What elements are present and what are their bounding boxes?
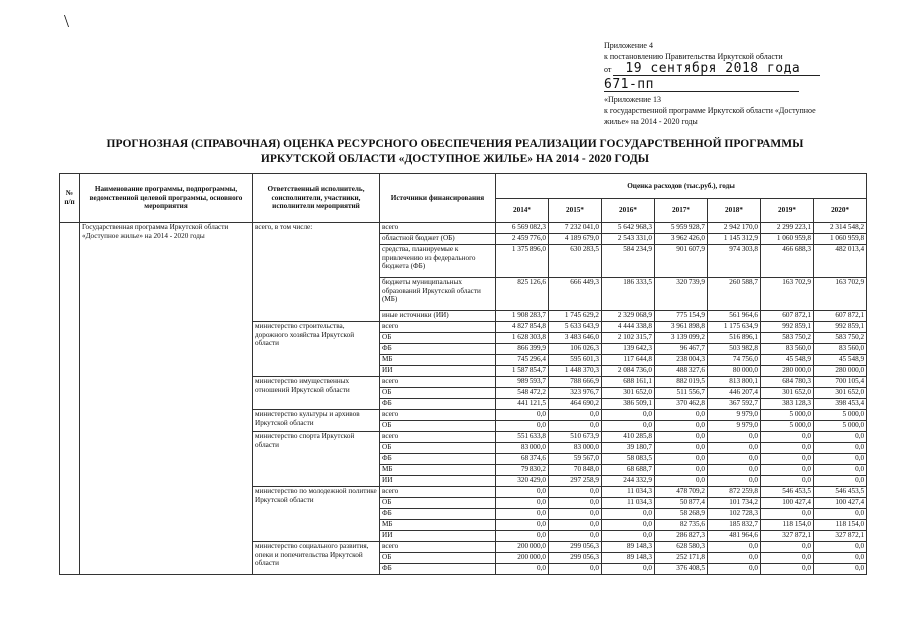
value-cell: 0,0 <box>761 553 814 564</box>
header-year: 2020* <box>814 199 867 223</box>
source-cell: всего <box>380 432 496 443</box>
executor-cell: министерство спорта Иркутской области <box>253 432 380 487</box>
value-cell: 0,0 <box>655 443 708 454</box>
value-cell: 446 207,4 <box>708 388 761 399</box>
value-cell: 1 908 283,7 <box>496 311 549 322</box>
value-cell: 546 453,5 <box>814 487 867 498</box>
value-cell: 0,0 <box>761 465 814 476</box>
source-cell: областной бюджет (ОБ) <box>380 234 496 245</box>
value-cell: 2 942 170,0 <box>708 223 761 234</box>
value-cell: 0,0 <box>496 531 549 542</box>
value-cell: 481 964,6 <box>708 531 761 542</box>
value-cell: 3 483 646,0 <box>549 333 602 344</box>
value-cell: 788 666,9 <box>549 377 602 388</box>
value-cell: 74 756,0 <box>708 355 761 366</box>
value-cell: 2 102 315,7 <box>602 333 655 344</box>
value-cell: 0,0 <box>549 421 602 432</box>
value-cell: 1 175 634,9 <box>708 322 761 333</box>
value-cell: 280 000,0 <box>814 366 867 377</box>
program-name-cell: Государственная программа Иркутской области «Доступное жилье» на 2014 - 2020 годы <box>80 223 253 575</box>
value-cell: 5 642 968,3 <box>602 223 655 234</box>
value-cell: 89 148,3 <box>602 542 655 553</box>
approval-number-line <box>604 78 894 94</box>
approval-number-value: 671-пп <box>604 78 799 92</box>
value-cell: 0,0 <box>814 542 867 553</box>
value-cell: 0,0 <box>602 509 655 520</box>
value-cell: 6 569 082,3 <box>496 223 549 234</box>
value-cell: 11 034,3 <box>602 487 655 498</box>
value-cell: 548 472,2 <box>496 388 549 399</box>
value-cell: 0,0 <box>761 509 814 520</box>
value-cell: 0,0 <box>549 487 602 498</box>
value-cell: 367 592,7 <box>708 399 761 410</box>
value-cell: 872 259,8 <box>708 487 761 498</box>
value-cell: 510 673,9 <box>549 432 602 443</box>
value-cell: 2 084 736,0 <box>602 366 655 377</box>
value-cell: 0,0 <box>496 520 549 531</box>
value-cell: 163 702,9 <box>814 278 867 311</box>
value-cell: 0,0 <box>814 432 867 443</box>
approval-line-7: жилье» на 2014 - 2020 годы <box>604 117 698 126</box>
value-cell: 0,0 <box>761 564 814 575</box>
value-cell: 595 601,3 <box>549 355 602 366</box>
value-cell: 139 642,3 <box>602 344 655 355</box>
value-cell: 0,0 <box>814 454 867 465</box>
page-title <box>60 137 850 167</box>
header-year: 2017* <box>655 199 708 223</box>
value-cell: 83 560,0 <box>761 344 814 355</box>
value-cell: 0,0 <box>602 421 655 432</box>
value-cell: 5 000,0 <box>814 421 867 432</box>
approval-line-1: Приложение 4 <box>604 41 653 50</box>
value-cell: 4 189 679,0 <box>549 234 602 245</box>
table-row <box>60 223 867 234</box>
value-cell: 58 083,5 <box>602 454 655 465</box>
value-cell: 327 872,1 <box>761 531 814 542</box>
value-cell: 299 056,3 <box>549 553 602 564</box>
source-cell: всего <box>380 377 496 388</box>
value-cell: 200 000,0 <box>496 542 549 553</box>
value-cell: 68 688,7 <box>602 465 655 476</box>
approval-line-5: «Приложение 13 <box>604 95 661 104</box>
value-cell: 0,0 <box>761 443 814 454</box>
value-cell: 0,0 <box>602 520 655 531</box>
source-cell: ОБ <box>380 333 496 344</box>
value-cell: 0,0 <box>814 465 867 476</box>
source-cell: ИИ <box>380 531 496 542</box>
value-cell: 252 171,8 <box>655 553 708 564</box>
value-cell: 0,0 <box>496 410 549 421</box>
value-cell: 745 296,4 <box>496 355 549 366</box>
value-cell: 260 588,7 <box>708 278 761 311</box>
value-cell: 0,0 <box>549 509 602 520</box>
value-cell: 583 750,2 <box>814 333 867 344</box>
value-cell: 628 580,3 <box>655 542 708 553</box>
value-cell: 398 453,4 <box>814 399 867 410</box>
value-cell: 0,0 <box>708 476 761 487</box>
value-cell: 68 374,6 <box>496 454 549 465</box>
value-cell: 301 652,0 <box>814 388 867 399</box>
value-cell: 1 745 629,2 <box>549 311 602 322</box>
source-cell: ФБ <box>380 454 496 465</box>
value-cell: 323 976,7 <box>549 388 602 399</box>
value-cell: 100 427,4 <box>814 498 867 509</box>
value-cell: 561 964,6 <box>708 311 761 322</box>
page-title-line-2: ИРКУТСКОЙ ОБЛАСТИ «ДОСТУПНОЕ ЖИЛЬЕ» НА 2014 - 2020 ГОДЫ <box>260 153 650 165</box>
resource-table <box>59 173 867 575</box>
value-cell: 286 827,3 <box>655 531 708 542</box>
value-cell: 546 453,5 <box>761 487 814 498</box>
value-cell: 0,0 <box>708 454 761 465</box>
executor-cell: министерство по молодежной политике Иркутской области <box>253 487 380 542</box>
value-cell: 0,0 <box>708 443 761 454</box>
value-cell: 866 399,9 <box>496 344 549 355</box>
value-cell: 9 979,0 <box>708 410 761 421</box>
value-cell: 607 872,1 <box>761 311 814 322</box>
value-cell: 0,0 <box>655 454 708 465</box>
value-cell: 7 232 041,0 <box>549 223 602 234</box>
value-cell: 163 702,9 <box>761 278 814 311</box>
value-cell: 0,0 <box>655 465 708 476</box>
value-cell: 0,0 <box>602 531 655 542</box>
value-cell: 901 607,9 <box>655 245 708 278</box>
value-cell: 0,0 <box>761 454 814 465</box>
value-cell: 0,0 <box>814 476 867 487</box>
value-cell: 80 000,0 <box>708 366 761 377</box>
value-cell: 320 429,0 <box>496 476 549 487</box>
value-cell: 441 121,5 <box>496 399 549 410</box>
value-cell: 503 982,8 <box>708 344 761 355</box>
approval-line-6: к государственной программе Иркутской области «Доступное <box>604 106 816 115</box>
value-cell: 630 283,5 <box>549 245 602 278</box>
value-cell: 775 154,9 <box>655 311 708 322</box>
value-cell: 200 000,0 <box>496 553 549 564</box>
value-cell: 3 961 898,8 <box>655 322 708 333</box>
value-cell: 100 427,4 <box>761 498 814 509</box>
header-year: 2018* <box>708 199 761 223</box>
source-cell: бюджеты муниципальных образований Иркутской области (МБ) <box>380 278 496 311</box>
value-cell: 4 444 338,8 <box>602 322 655 333</box>
value-cell: 118 154,0 <box>814 520 867 531</box>
value-cell: 96 467,7 <box>655 344 708 355</box>
value-cell: 0,0 <box>655 421 708 432</box>
value-cell: 320 739,9 <box>655 278 708 311</box>
value-cell: 3 962 426,0 <box>655 234 708 245</box>
executor-cell: всего, в том числе: <box>253 223 380 322</box>
value-cell: 299 056,3 <box>549 542 602 553</box>
value-cell: 5 633 643,9 <box>549 322 602 333</box>
value-cell: 989 593,7 <box>496 377 549 388</box>
value-cell: 83 000,0 <box>496 443 549 454</box>
value-cell: 992 859,1 <box>761 322 814 333</box>
value-cell: 45 548,9 <box>814 355 867 366</box>
source-cell: всего <box>380 322 496 333</box>
value-cell: 383 128,3 <box>761 399 814 410</box>
value-cell: 1 587 854,7 <box>496 366 549 377</box>
value-cell: 70 848,0 <box>549 465 602 476</box>
value-cell: 0,0 <box>496 487 549 498</box>
value-cell: 0,0 <box>549 498 602 509</box>
value-cell: 238 004,3 <box>655 355 708 366</box>
source-cell: всего <box>380 542 496 553</box>
source-cell: ОБ <box>380 388 496 399</box>
value-cell: 244 332,9 <box>602 476 655 487</box>
value-cell: 511 556,7 <box>655 388 708 399</box>
source-cell: ФБ <box>380 564 496 575</box>
value-cell: 101 734,2 <box>708 498 761 509</box>
value-cell: 118 154,0 <box>761 520 814 531</box>
value-cell: 2 329 068,9 <box>602 311 655 322</box>
header-year: 2015* <box>549 199 602 223</box>
value-cell: 0,0 <box>761 542 814 553</box>
source-cell: ОБ <box>380 443 496 454</box>
value-cell: 410 285,8 <box>602 432 655 443</box>
header-name: Наименование программы, подпрограммы, ведомственной целевой программы, основного мероприятия <box>80 174 253 223</box>
value-cell: 0,0 <box>814 509 867 520</box>
executor-cell: министерство социального развития, опеки и попечительства Иркутской области <box>253 542 380 575</box>
header-year: 2019* <box>761 199 814 223</box>
value-cell: 58 268,9 <box>655 509 708 520</box>
value-cell: 0,0 <box>496 421 549 432</box>
value-cell: 0,0 <box>549 410 602 421</box>
value-cell: 478 709,2 <box>655 487 708 498</box>
value-cell: 0,0 <box>761 432 814 443</box>
value-cell: 0,0 <box>761 476 814 487</box>
source-cell: МБ <box>380 465 496 476</box>
value-cell: 684 780,3 <box>761 377 814 388</box>
value-cell: 488 327,6 <box>655 366 708 377</box>
header-estimate: Оценка расходов (тыс.руб.), годы <box>496 174 867 199</box>
value-cell: 4 827 854,8 <box>496 322 549 333</box>
approval-date-line <box>604 62 894 78</box>
value-cell: 466 688,3 <box>761 245 814 278</box>
value-cell: 102 728,3 <box>708 509 761 520</box>
value-cell: 2 314 548,2 <box>814 223 867 234</box>
value-cell: 117 644,8 <box>602 355 655 366</box>
value-cell: 0,0 <box>708 564 761 575</box>
value-cell: 0,0 <box>602 410 655 421</box>
value-cell: 584 234,9 <box>602 245 655 278</box>
value-cell: 79 830,2 <box>496 465 549 476</box>
value-cell: 0,0 <box>708 542 761 553</box>
value-cell: 185 832,7 <box>708 520 761 531</box>
source-cell: ОБ <box>380 498 496 509</box>
executor-cell: министерство имущественных отношений Иркутской области <box>253 377 380 410</box>
value-cell: 2 459 776,0 <box>496 234 549 245</box>
value-cell: 992 859,1 <box>814 322 867 333</box>
value-cell: 2 299 223,1 <box>761 223 814 234</box>
approval-block <box>604 40 894 127</box>
value-cell: 0,0 <box>496 564 549 575</box>
source-cell: ИИ <box>380 476 496 487</box>
value-cell: 1 448 370,3 <box>549 366 602 377</box>
value-cell: 1 375 896,0 <box>496 245 549 278</box>
value-cell: 376 408,5 <box>655 564 708 575</box>
source-cell: МБ <box>380 355 496 366</box>
value-cell: 0,0 <box>814 553 867 564</box>
header-num: № п/п <box>60 174 80 223</box>
value-cell: 9 979,0 <box>708 421 761 432</box>
source-cell: всего <box>380 223 496 234</box>
value-cell: 583 750,2 <box>761 333 814 344</box>
value-cell: 0,0 <box>814 564 867 575</box>
value-cell: 0,0 <box>655 476 708 487</box>
value-cell: 1 060 959,8 <box>761 234 814 245</box>
value-cell: 186 333,5 <box>602 278 655 311</box>
value-cell: 1 145 312,9 <box>708 234 761 245</box>
header-executor: Ответственный исполнитель, соисполнители, участники, исполнители мероприятий <box>253 174 380 223</box>
source-cell: ФБ <box>380 509 496 520</box>
value-cell: 0,0 <box>814 443 867 454</box>
value-cell: 1 060 959,8 <box>814 234 867 245</box>
value-cell: 0,0 <box>708 465 761 476</box>
value-cell: 327 872,1 <box>814 531 867 542</box>
value-cell: 688 161,1 <box>602 377 655 388</box>
value-cell: 0,0 <box>549 564 602 575</box>
executor-cell: министерство строительства, дорожного хозяйства Иркутской области <box>253 322 380 377</box>
approval-line-2: к постановлению Правительства Иркутской области <box>604 52 783 61</box>
value-cell: 83 000,0 <box>549 443 602 454</box>
row-number-cell <box>60 223 80 575</box>
executor-cell: министерство культуры и архивов Иркутской области <box>253 410 380 432</box>
value-cell: 2 543 331,0 <box>602 234 655 245</box>
value-cell: 0,0 <box>708 432 761 443</box>
source-cell: всего <box>380 487 496 498</box>
source-cell: всего <box>380 410 496 421</box>
value-cell: 0,0 <box>602 564 655 575</box>
source-cell: МБ <box>380 520 496 531</box>
value-cell: 370 462,8 <box>655 399 708 410</box>
source-cell: средства, планируемые к привлечению из федерального бюджета (ФБ) <box>380 245 496 278</box>
header-year: 2014* <box>496 199 549 223</box>
value-cell: 5 000,0 <box>761 421 814 432</box>
value-cell: 5 959 928,7 <box>655 223 708 234</box>
header-source: Источники финансирования <box>380 174 496 223</box>
value-cell: 825 126,6 <box>496 278 549 311</box>
value-cell: 482 013,4 <box>814 245 867 278</box>
value-cell: 607 872,1 <box>814 311 867 322</box>
value-cell: 516 896,1 <box>708 333 761 344</box>
value-cell: 974 303,8 <box>708 245 761 278</box>
source-cell: ОБ <box>380 553 496 564</box>
value-cell: 301 652,0 <box>602 388 655 399</box>
value-cell: 551 633,8 <box>496 432 549 443</box>
value-cell: 83 560,0 <box>814 344 867 355</box>
value-cell: 280 000,0 <box>761 366 814 377</box>
value-cell: 3 139 099,2 <box>655 333 708 344</box>
value-cell: 464 690,2 <box>549 399 602 410</box>
source-cell: ФБ <box>380 344 496 355</box>
value-cell: 89 148,3 <box>602 553 655 564</box>
value-cell: 45 548,9 <box>761 355 814 366</box>
value-cell: 0,0 <box>655 432 708 443</box>
value-cell: 0,0 <box>549 520 602 531</box>
source-cell: ОБ <box>380 421 496 432</box>
value-cell: 0,0 <box>655 410 708 421</box>
source-cell: иные источники (ИИ) <box>380 311 496 322</box>
value-cell: 59 567,0 <box>549 454 602 465</box>
value-cell: 106 026,3 <box>549 344 602 355</box>
approval-date-value: 19 сентября 2018 года <box>613 62 820 76</box>
table-body <box>60 223 867 575</box>
value-cell: 5 000,0 <box>761 410 814 421</box>
value-cell: 82 735,6 <box>655 520 708 531</box>
value-cell: 882 019,5 <box>655 377 708 388</box>
value-cell: 666 449,3 <box>549 278 602 311</box>
value-cell: 0,0 <box>496 509 549 520</box>
value-cell: 813 800,1 <box>708 377 761 388</box>
value-cell: 301 652,0 <box>761 388 814 399</box>
value-cell: 0,0 <box>708 553 761 564</box>
value-cell: 0,0 <box>549 531 602 542</box>
value-cell: 386 509,1 <box>602 399 655 410</box>
value-cell: 700 105,4 <box>814 377 867 388</box>
value-cell: 5 000,0 <box>814 410 867 421</box>
header-year: 2016* <box>602 199 655 223</box>
value-cell: 1 628 303,8 <box>496 333 549 344</box>
value-cell: 39 180,7 <box>602 443 655 454</box>
approval-date-prefix: от <box>604 65 612 74</box>
value-cell: 11 034,3 <box>602 498 655 509</box>
source-cell: ИИ <box>380 366 496 377</box>
source-cell: ФБ <box>380 399 496 410</box>
value-cell: 297 258,9 <box>549 476 602 487</box>
page-title-line-1: ПРОГНОЗНАЯ (СПРАВОЧНАЯ) ОЦЕНКА РЕСУРСНОГО ОБЕСПЕЧЕНИЯ РЕАЛИЗАЦИИ ГОСУДАРСТВЕННОЙ ПРОГРАММЫ <box>106 138 804 150</box>
value-cell: 50 877,4 <box>655 498 708 509</box>
value-cell: 0,0 <box>496 498 549 509</box>
corner-mark: \ <box>64 11 70 31</box>
